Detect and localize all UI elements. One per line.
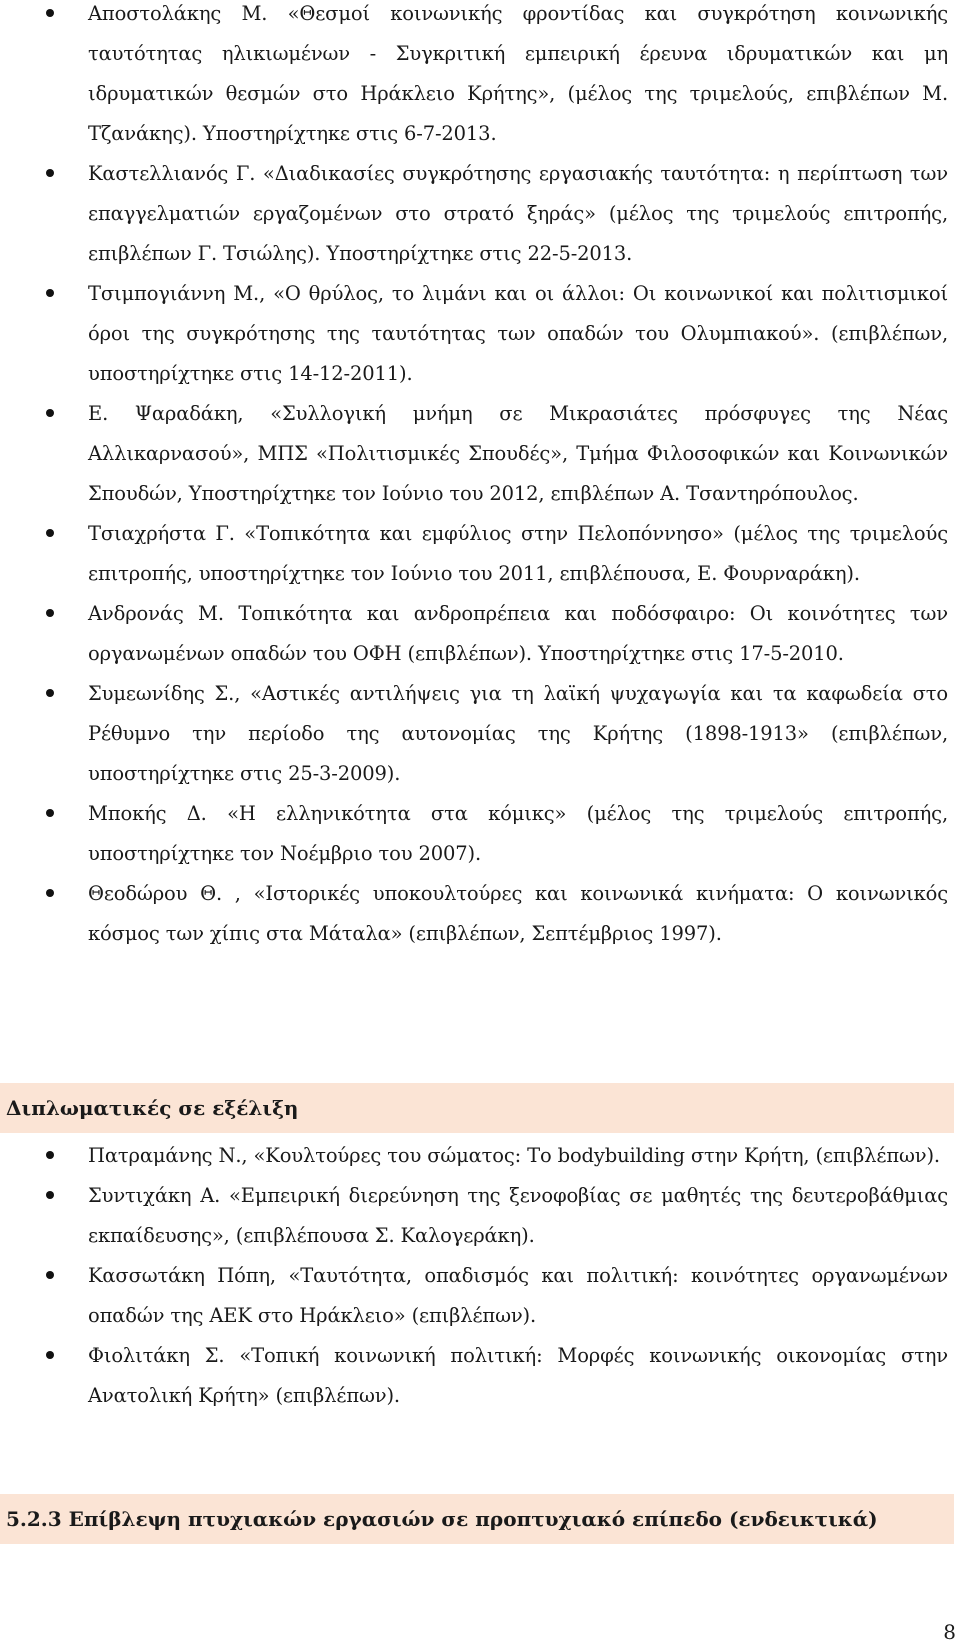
list-item xyxy=(0,1256,948,1336)
list-item xyxy=(0,394,948,514)
list-item-text: Καστελλιανός Γ. «Διαδικασίες συγκρότησης εργασιακής ταυτότητα: η περίπτωση των επαγγελματιών εργαζομένων στο στρατό ξηράς» (μέλος της τριμελούς επιτροπής, επιβλέπων Γ. Τσιώλης). Υποστηρίχτηκε στις 22-5-2013. xyxy=(88,162,948,265)
list-item-text: Συμεωνίδης Σ., «Αστικές αντιλήψεις για τη λαϊκή ψυχαγωγία και τα καφωδεία στο Ρέθυμνο την περίοδο της αυτονομίας της Κρήτης (1898-1913» (επιβλέπων, υποστηρίχτηκε στις 25-3-2009). xyxy=(88,682,948,785)
list-item xyxy=(0,1336,948,1416)
list-item xyxy=(0,0,948,154)
list-item xyxy=(0,1176,948,1256)
section-heading-undergraduate: 5.2.3 Επίβλεψη πτυχιακών εργασιών σε προπτυχιακό επίπεδο (ενδεικτικά) xyxy=(0,1494,954,1544)
thesis-list-in-progress xyxy=(0,1136,960,1416)
list-item xyxy=(0,674,948,794)
bullet-icon xyxy=(46,1271,54,1279)
list-item-text: Μποκής Δ. «Η ελληνικότητα στα κόμικς» (μέλος της τριμελούς επιτροπής, υποστηρίχτηκε τον Νοέμβριο του 2007). xyxy=(88,802,948,865)
list-item-text: Συντιχάκη Α. «Εμπειρική διερεύνηση της ξενοφοβίας σε μαθητές της δευτεροβάθμιας εκπαίδευσης», (επιβλέπουσα Σ. Καλογεράκη). xyxy=(88,1184,948,1247)
bullet-icon xyxy=(46,609,54,617)
list-item-text: Ανδρονάς Μ. Τοπικότητα και ανδροπρέπεια και ποδόσφαιρο: Οι κοινότητες των οργανωμένων οπαδών του ΟΦΗ (επιβλέπων). Υποστηρίχτηκε στις 17-5-2010. xyxy=(88,602,948,665)
bullet-icon xyxy=(46,689,54,697)
list-item xyxy=(0,794,948,874)
bullet-icon xyxy=(46,169,54,177)
section-heading-in-progress: Διπλωματικές σε εξέλιξη xyxy=(0,1083,954,1133)
bullet-icon xyxy=(46,1191,54,1199)
bullet-icon xyxy=(46,289,54,297)
bullet-icon xyxy=(46,1351,54,1359)
page-number: 8 xyxy=(943,1620,956,1644)
list-item xyxy=(0,1136,948,1176)
list-item xyxy=(0,514,948,594)
bullet-icon xyxy=(46,409,54,417)
list-item-text: Τσιμπογιάννη Μ., «Ο θρύλος, το λιμάνι και οι άλλοι: Οι κοινωνικοί και πολιτισμικοί όροι της συγκρότησης της ταυτότητας των οπαδών του Ολυμπιακού». (επιβλέπων, υποστηρίχτηκε στις 14-12-2011). xyxy=(88,282,948,385)
bullet-icon xyxy=(46,9,54,17)
list-item-text: Πατραμάνης Ν., «Κουλτούρες του σώματος: Το bodybuilding στην Κρήτη, (επιβλέπων). xyxy=(88,1144,940,1167)
list-item-text: Φιολιτάκη Σ. «Τοπική κοινωνική πολιτική: Μορφές κοινωνικής οικονομίας στην Ανατολική Κρήτη» (επιβλέπων). xyxy=(88,1344,948,1407)
list-item xyxy=(0,594,948,674)
bullet-icon xyxy=(46,1151,54,1159)
bullet-icon xyxy=(46,529,54,537)
list-item-text: Αποστολάκης Μ. «Θεσμοί κοινωνικής φροντίδας και συγκρότηση κοινωνικής ταυτότητας ηλικιωμένων - Συγκριτική εμπειρική έρευνα ιδρυματικών και μη ιδρυματικών θεσμών στο Ηράκλειο Κρήτης», (μέλος της τριμελούς, επιβλέπων Μ. Τζανάκης). Υποστηρίχτηκε στις 6-7-2013. xyxy=(88,2,948,145)
list-item xyxy=(0,274,948,394)
list-item-text: Θεοδώρου Θ. , «Ιστορικές υποκουλτούρες και κοινωνικά κινήματα: Ο κοινωνικός κόσμος των χίπις στα Μάταλα» (επιβλέπων, Σεπτέμβριος 1997). xyxy=(88,882,948,945)
list-item-text: Κασσωτάκη Πόπη, «Ταυτότητα, οπαδισμός και πολιτική: κοινότητες οργανωμένων οπαδών της ΑΕΚ στο Ηράκλειο» (επιβλέπων). xyxy=(88,1264,948,1327)
list-item xyxy=(0,154,948,274)
list-item-text: Τσιαχρήστα Γ. «Τοπικότητα και εμφύλιος στην Πελοπόννησο» (μέλος της τριμελούς επιτροπής, υποστηρίχτηκε τον Ιούνιο του 2011, επιβλέπουσα, Ε. Φουρναράκη). xyxy=(88,522,948,585)
bullet-icon xyxy=(46,889,54,897)
list-item-text: Ε. Ψαραδάκη, «Συλλογική μνήμη σε Μικρασιάτες πρόσφυγες της Νέας Αλλικαρνασού», ΜΠΣ «Πολιτισμικές Σπουδές», Τμήμα Φιλοσοφικών και Κοινωνικών Σπουδών, Υποστηρίχτηκε τον Ιούνιο του 2012, επιβλέπων Α. Τσαντηρόπουλος. xyxy=(88,402,948,505)
list-item xyxy=(0,874,948,954)
bullet-icon xyxy=(46,809,54,817)
